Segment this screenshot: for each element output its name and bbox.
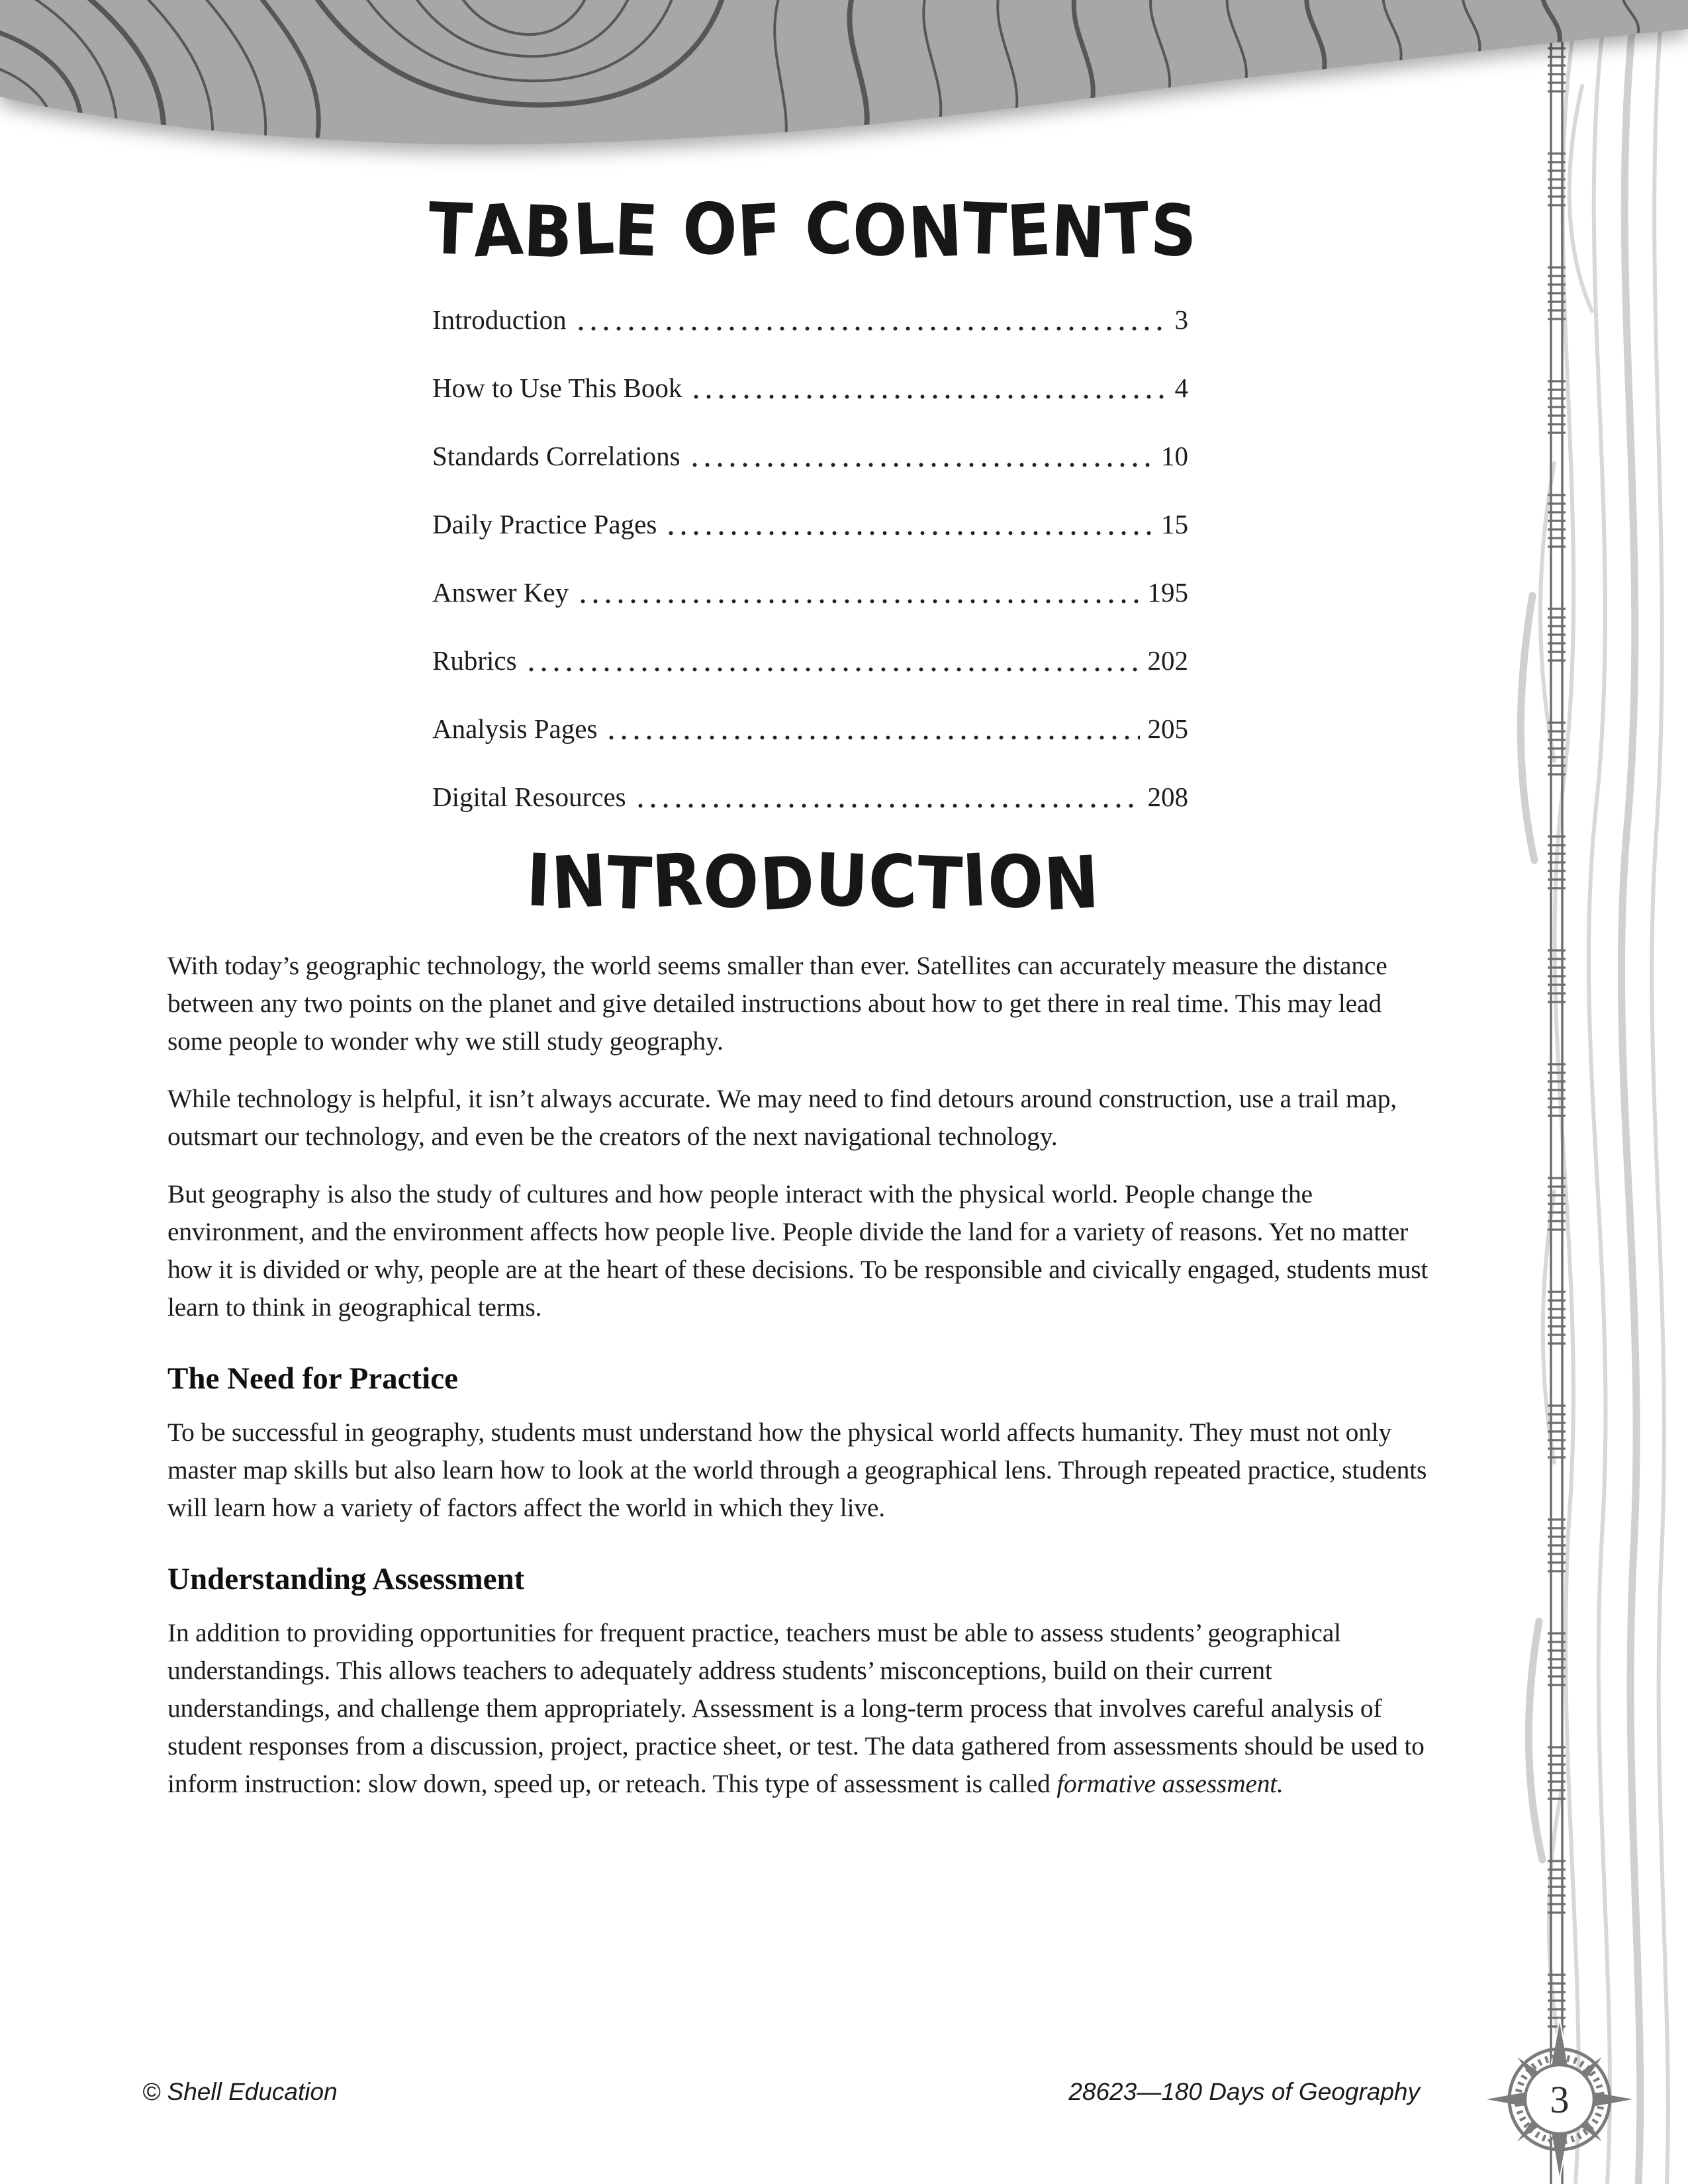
toc-entry [432, 576, 1188, 608]
toc-entry-page: 205 [1147, 713, 1188, 744]
footer-book-title: 28623—180 Days of Geography [1068, 2078, 1420, 2105]
toc-entry [432, 781, 1188, 813]
assessment-paragraph-text: In addition to providing opportunities for frequent practice, teachers must be able to assess students’ geographical understandings. This allows teachers to adequately address students’ misconceptions, build on their current understandings, and challenge them appropriately. Assessment is a long-term process that involves careful analysis of student responses from a discussion, project, practice sheet, or test. The data gathered from assessments should be used to inform instruction: slow down, speed up, or reteach. This type of assessment is called [167, 1618, 1425, 1798]
toc-entry-page: 195 [1147, 577, 1188, 608]
toc-entry [432, 645, 1188, 676]
introduction-title: INTRODUCTION [524, 837, 1102, 928]
assessment-paragraph [167, 1614, 1429, 1803]
toc-entry-page: 4 [1174, 373, 1188, 403]
toc-entry-label: How to Use This Book [432, 373, 682, 403]
toc-entry [432, 440, 1188, 472]
toc-entry-label: Daily Practice Pages [432, 509, 657, 539]
section-heading-need-for-practice: The Need for Practice [167, 1361, 458, 1396]
toc-dot-leader [688, 463, 1153, 467]
toc-entry-label: Digital Resources [432, 782, 626, 812]
page-content [167, 0, 1458, 1823]
intro-paragraph-1: With today’s geographic technology, the world seems smaller than ever. Satellites can accurately measure the distance between any two points on the planet and give detailed instructions about how to get there in real time. This may lead some people to wonder why we still study geography. [167, 951, 1387, 1056]
toc-entry-page: 208 [1147, 782, 1188, 812]
toc-entry-label: Analysis Pages [432, 713, 598, 744]
toc-entry-label: Introduction [432, 304, 567, 335]
toc-dot-leader [575, 326, 1167, 331]
table-of-contents [432, 304, 1188, 813]
railroad-line-decoration [1546, 34, 1568, 2184]
toc-dot-leader [634, 803, 1140, 808]
toc-entry-page: 10 [1161, 441, 1188, 471]
toc-entry [432, 713, 1188, 745]
toc-entry-label: Standards Correlations [432, 441, 680, 471]
toc-entry-label: Answer Key [432, 577, 569, 608]
page-number: 3 [1550, 2078, 1570, 2121]
toc-entry [432, 372, 1188, 404]
section-heading-understanding-assessment: Understanding Assessment [167, 1562, 525, 1596]
toc-entry [432, 508, 1188, 540]
practice-paragraph: To be successful in geography, students must understand how the physical world affects humanity. They must not only master map skills but also learn how to look at the world through a geographical lens. Through repeated practice, students will learn how a variety of factors affect the world in which they live. [167, 1418, 1427, 1522]
toc-dot-leader [605, 735, 1139, 740]
toc-dot-leader [690, 394, 1166, 399]
compass-rose-icon [1479, 2017, 1640, 2181]
toc-entry-page: 3 [1174, 304, 1188, 335]
toc-dot-leader [525, 667, 1140, 672]
toc-entry [432, 304, 1188, 336]
intro-paragraph-2: While technology is helpful, it isn’t always accurate. We may need to find detours around construction, use a trail map, outsmart our technology, and even be the creators of the next navigational technology. [167, 1084, 1397, 1151]
assessment-paragraph-italic-term: formative assessment. [1056, 1769, 1284, 1798]
footer-copyright: © Shell Education [142, 2078, 338, 2105]
toc-title: TABLE OF CONTENTS [427, 187, 1199, 275]
toc-entry-page: 202 [1147, 645, 1188, 676]
toc-entry-label: Rubrics [432, 645, 517, 676]
toc-dot-leader [665, 531, 1153, 535]
toc-dot-leader [577, 599, 1139, 604]
intro-paragraph-3: But geography is also the study of cultures and how people interact with the physical world. People change the environment, and the environment affects how people live. People divide the land for a variety of reasons. Yet no matter how it is divided or why, people are at the heart of these decisions. To be responsible and civically engaged, students must learn to think in geographical terms. [167, 1179, 1429, 1322]
toc-entry-page: 15 [1161, 509, 1188, 539]
